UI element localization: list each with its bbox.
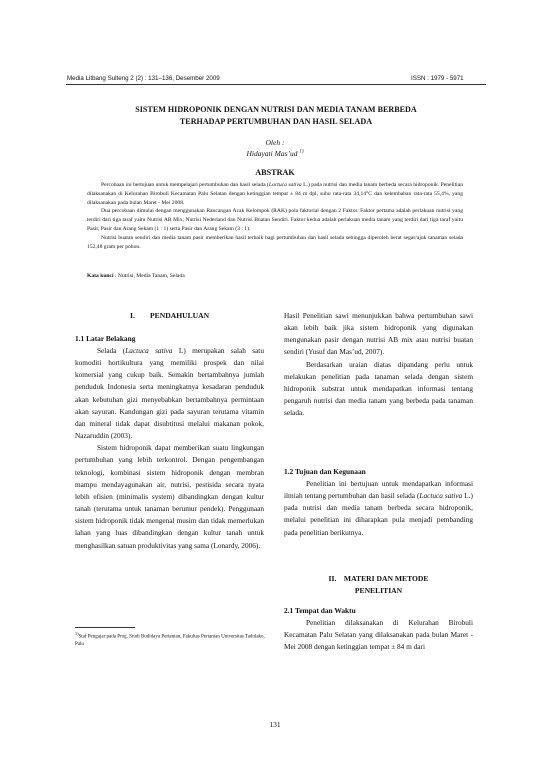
keywords-label: Kata kunci xyxy=(87,273,114,279)
paragraph-tujuan xyxy=(284,478,473,539)
left-column-body xyxy=(75,345,264,552)
keywords xyxy=(87,273,463,279)
paragraph-berdasarkan: Berdasarkan uraian diatas dipandang perlu untuk melakukan penelitian pada tanaman selada dengan sistem hidroponik substrat untuk mendapatkan informasi tentang pengaruh nutrisi dan media tanam yang berbeda pada tanaman selada. xyxy=(284,359,473,418)
paper-title xyxy=(66,104,486,127)
footnote-divider xyxy=(75,627,135,628)
subsection-heading-latar-belakang: 1.1 Latar Belakang xyxy=(75,334,136,343)
paragraph-selada xyxy=(75,345,264,442)
journal-citation: Media Litbang Sulteng 2 (2) : 131–136, Desember 2009 xyxy=(67,75,220,82)
section-heading-materi-metode xyxy=(284,573,473,597)
header-divider xyxy=(66,84,486,85)
paragraph-hidroponik: Sistem hidroponik dapat memberikan suatu lingkungan pertumbuhan yang lebih terkontrol. Dengan pengembangan teknologi, kombinasi sistem hidroponik dengan membran mampu mendayagunakan air, nutrisi, pestisida secara nyata lebih efisien (minimalis system) dibandingkan dengan kultur tanah (terutama untuk tanaman berumur pendek). Penggunaan sistem hidroponik tidak mengenal musim dan tidak memerlukan lahan yang luas dibandingkan dengan kultur tanah untuk menghasilkan satuan produktivitas yang sama (Lonardy, 2006). xyxy=(75,443,264,550)
right-column-tujuan xyxy=(284,478,473,539)
abstract-paragraph-1 xyxy=(87,181,463,207)
subsection-heading-tujuan: 1.2 Tujuan dan Kegunaan xyxy=(284,467,366,476)
author-footnote-marker: 1) xyxy=(299,149,304,155)
issn-label: ISSN : 1979 - 5971 xyxy=(411,75,464,82)
keywords-list: : Nutrisi, Media Tanam, Selada xyxy=(113,273,185,279)
footnote-marker: 1) xyxy=(75,631,79,636)
abstract-heading: ABSTRAK xyxy=(255,168,295,177)
right-column-tempat xyxy=(284,617,473,653)
right-column-top xyxy=(284,310,473,419)
right-p3-end: L.) pada nutrisi dan media tanam berbeda secara hidroponik, melalui penelitian ini diharapkan pula menjadi pembanding pada penelitian berikutnya. xyxy=(284,491,473,537)
byline-label: Oleh : xyxy=(265,138,285,147)
left-p1-species: Lactuca sativa xyxy=(125,346,173,355)
footnote-text: Staf Pengajar pada Prog. Studi Budidaya Pertanian, Fakultas Pertanian Universitas Tadulako, Palu xyxy=(75,634,265,648)
right-p3-start: Penelitian ini bertujuan untuk mendapatkan informasi ilmiah tentang pertumbuhan dan hasil selada ( xyxy=(284,479,473,501)
abstract-paragraph-3: Nutrisi buatan sendiri dan media tanam pasir memberikan hasil terbaik bagi pertumbuhan dan hasil selada sebingga diperoleh berat segar/ajuk tanaman selada 152,48 gram per pohon. xyxy=(87,234,463,250)
paragraph-tempat-waktu: Penelitian dilaksanakan di Kelurahan Birobuli Kecamatan Palu Selatan yang dilaksanakan pada bulan Maret - Mei 2008 dengan ketinggian tempat ± 84 m dari xyxy=(284,618,473,652)
author-name-text: Hidayati Mas’ud xyxy=(246,149,298,158)
subsection-heading-tempat-waktu: 2.1 Tempat dan Waktu xyxy=(284,606,356,615)
abstract-p1-species: Lactuca sativa xyxy=(268,182,302,188)
abstract-p1-end: L.) pada nutrisi dan media tanam berbeda secara hidroponik. Penelitian dilaksanakan di Kelurahan Birobuli Kecamatan Palu Selatan dengan ketinggian tempat ± 84 m dpl, suhu rata-rata 34,14°C dan kelembaban rata-rata 55,4%, yang dilaksanakan pada bulan Maret - Mei 2008. xyxy=(87,182,463,206)
page-number: 131 xyxy=(269,720,281,729)
title-line-2: TERHADAP PERTUMBUHAN DAN HASIL SELADA xyxy=(179,116,373,126)
author-affiliation-footnote xyxy=(75,630,265,649)
left-p1-start: Selada ( xyxy=(97,346,126,355)
abstract-p1-start: Percobaan ini bertujuan untuk mempelajari pertumbuhan dan hasil selada ( xyxy=(101,182,269,188)
section-heading-line-2: PENELITIAN xyxy=(354,586,403,595)
author-name xyxy=(0,149,550,158)
abstract-body xyxy=(87,181,463,251)
left-p1-end: L) merupakan salah satu komoditi hortikultura yang memiliki prospek dan nilai komersial yang cukup baik. Semakin bertambahnya jumlah penduduk Indonesia serta meningkatnya kesadaran penduduk akan kebutuhan gizi menyebabkan bertambahnya permintaan akan sayuran. Kandungan gizi pada sayuran terutama vitamin dan mineral tidak dapat disubtitusi melalui makanan pokok, Nazaruddin (2003). xyxy=(75,346,264,441)
right-p3-species: Lactuca sativa xyxy=(419,491,463,501)
abstract-paragraph-2: Dua percobaan dimulai dengan menggunakan Rancangan Acak Kelompok (RAK) pola faktorial dengan 2 Faktor. Faktor pertama adalah perlakuan nutrisi yang terdiri dari tiga taraf yaitu Nutrisi AB Mix, Nutrisi Nederland dan Nutrisi Buatan Sendiri. Faktor kedua adalah perlakuan media tanam yang terdiri dari tiga taraf yaitu Pasir, Pasir dan Arang Sekam (1 : 1) serta Pasir dan Arang Sekam (3 : 1). xyxy=(87,208,463,232)
paragraph-hasil-sawi: Hasil Penelitian sawi menunjukkan bahwa pertumbuhan sawi akan lebih baik jika sistem hidroponik yang digunakan mengunakan pasir dengan nutrisi AB mix atau nutrisi buatan sendiri (Yusuf dan Mas’ud, 2007). xyxy=(284,311,473,357)
section-heading-pendahuluan: I. PENDAHULUAN xyxy=(130,311,210,320)
section-heading-line-1: II. MATERI DAN METODE xyxy=(328,574,429,583)
title-line-1: SISTEM HIDROPONIK DENGAN NUTRISI DAN MEDIA TANAM BERBEDA xyxy=(135,105,417,114)
